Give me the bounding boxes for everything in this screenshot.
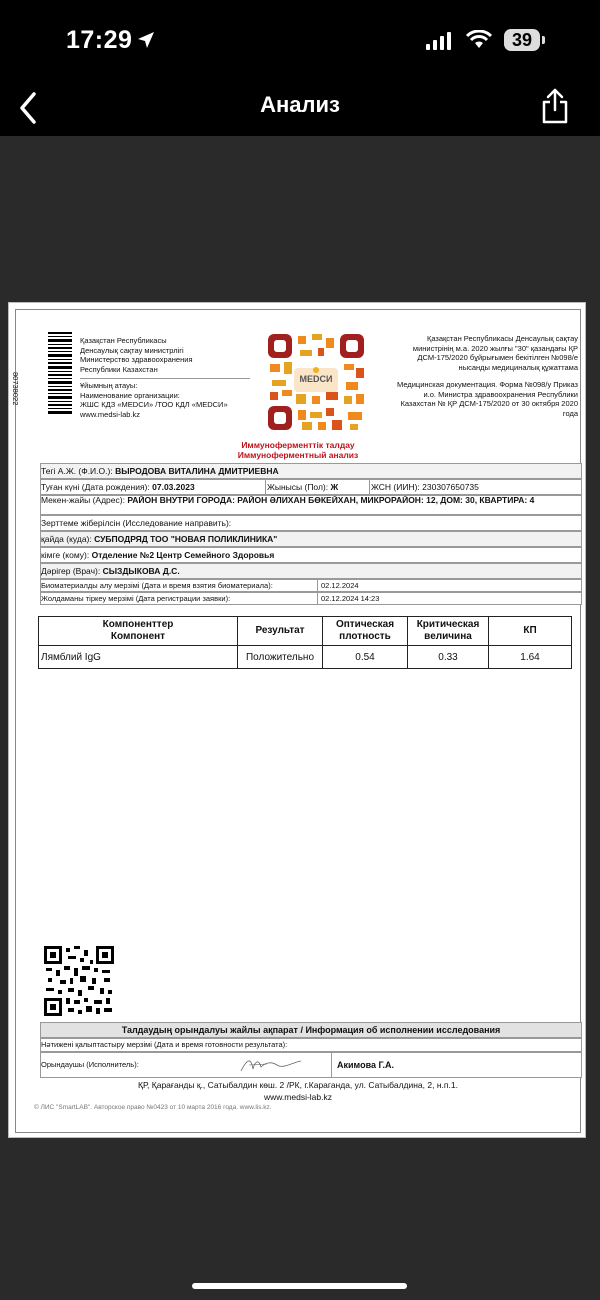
sample-label: Биоматериалды алу мерзімі (Дата и время взятия биоматериала): [41,580,318,591]
header-left [80,336,250,419]
reg-date: 02.12.2024 14:23 [321,594,380,603]
verification-qr-code [44,946,114,1016]
table-row [39,646,572,669]
signature-image [237,1055,307,1075]
navigation-bar [0,80,600,136]
ministry-ru-1: Министерство здравоохранения [80,355,193,364]
medsi-logo [266,332,366,432]
status-time: 17:29 [66,26,133,54]
copyright: © ЛИС "SmartLAB". Авторское право №0423 от 10 марта 2016 года. www.lis.kz. [34,1104,272,1111]
document-title-kz: Иммуноферменттік талдау [241,440,355,450]
sex-label: Жынысы (Пол): [267,482,329,492]
order-kz-2: министрінің м.а. 2020 жылғы "30" қазандағы ҚР [412,343,578,353]
sample-date-row [40,579,582,592]
address-label: Мекен-жайы (Адрес): [41,495,125,505]
ready-label: Нәтижені қалыптастыру мерзімі (Дата и время готовности результата): [41,1040,288,1049]
executor-label: Орындаушы (Исполнитель): [41,1053,332,1077]
cellular-signal-icon [426,32,454,50]
executor-row [40,1052,582,1078]
fio-label: Тегі А.Ж. (Ф.И.О.): [41,466,113,476]
patient-name-row [40,463,582,479]
address-row [40,495,582,515]
cell-kp: 1.64 [489,646,572,669]
patient-info-row [40,479,582,495]
org-name: ЖШС КДЗ «MEDСИ» /ТОО КДЛ «MEDСИ» [80,400,228,409]
org-label-ru: Наименование организации: [80,390,180,400]
document-title-ru: Иммуноферментный анализ [237,450,359,460]
doctor-label: Дәрігер (Врач): [41,566,101,576]
col-critical-value: Критическая величина [408,617,489,646]
document-page [8,302,586,1138]
doctor-row [40,563,582,579]
patient-name: ВЫРОДОВА ВИТАЛИНА ДМИТРИЕВНА [115,466,279,476]
reg-label: Жолдаманы тіркеу мерзімі (Дата регистрации заявки): [41,593,318,604]
col-kp: КП [489,617,572,646]
col-optical-density: Оптическая плотность [323,617,408,646]
org-site: www.medsi-lab.kz [80,409,141,419]
table-header-row [39,617,572,646]
location-arrow-icon [136,30,156,50]
referral-row [40,515,582,531]
iin-value: 230307650735 [422,482,479,492]
lab-site: www.medsi-lab.kz [263,1092,333,1102]
reg-date-row [40,592,582,605]
order-ru-2: и.о. Министра здравоохранения Республики [423,389,578,399]
battery-icon: 39 [504,29,540,51]
whom-value: Отделение №2 Центр Семейного Здоровья [91,550,275,560]
executor-name: Акимова Г.А. [337,1060,394,1070]
ministry-ru-2: Республики Казахстан [80,364,158,374]
order-ru-4: года [562,408,578,418]
battery-tip [542,36,545,44]
execution-info-title: Талдаудың орындалуы жайлы ақпарат / Информация об исполнении исследования [40,1022,582,1038]
barcode-image [48,332,72,414]
order-kz-4: нысанды медициналық құжаттама [458,362,578,372]
where-value: СУБПОДРЯД ТОО "НОВАЯ ПОЛИКЛИНИКА" [94,534,278,544]
barcode-number: 80738022 [11,372,20,406]
col-result: Результат [238,617,323,646]
doctor-value: СЫЗДЫКОВА Д.С. [102,566,180,576]
where-row [40,531,582,547]
cell-optical-density: 0.54 [323,646,408,669]
order-ru-1: Медицинская документация. Форма №098/у Приказ [397,380,578,389]
order-ru-3: Казахстан № ҚР ДСМ-175/2020 от 30 октября 2020 [400,399,578,408]
address-value: РАЙОН ВНУТРИ ГОРОДА: РАЙОН ӘЛИХАН БӨКЕЙХАН, МИКРОРАЙОН: 12, ДОМ: 30, КВАРТИРА: 4 [127,495,535,505]
whom-row [40,547,582,563]
logo-text: MEDСИ [299,374,333,384]
status-bar [0,0,600,80]
sex-value: Ж [330,482,339,492]
dob-value: 07.03.2023 [152,482,195,492]
org-label-kz: Ұйымның атауы: [80,381,138,390]
document-border [11,309,581,1133]
referral-label: Зерттеме жіберілсін (Исследование направить): [41,518,232,528]
dob-label: Туған күні (Дата рождения): [41,482,150,492]
iin-label: ЖСН (ИИН): [371,482,420,492]
col-component: Компоненттер Компонент [39,617,238,646]
lab-address: ҚР, Қарағанды қ., Сатыбалдин көш. 2 /РК, г.Караганда, ул. Сатыбалдина, 2, н.п.1. [138,1080,458,1090]
ministry-kz-2: Денсаулық сақтау министрлігі [80,345,184,355]
cell-result: Положительно [238,646,323,669]
wifi-icon [466,30,492,50]
whom-label: кімге (кому): [41,550,90,560]
ministry-kz-1: Қазақстан Республикасы [80,336,167,345]
page-title: Анализ [260,92,340,117]
home-indicator[interactable] [192,1283,407,1289]
share-icon[interactable] [538,86,572,126]
order-kz-1: Қазақстан Республикасы Денсаулық сақтау [426,334,578,343]
order-kz-3: ДСМ-175/2020 бұйрығымен бекітілген №098/е [417,353,578,362]
cell-critical-value: 0.33 [408,646,489,669]
where-label: қайда (куда): [41,534,92,544]
header-right [378,334,578,418]
cell-component: Лямблий IgG [39,646,238,669]
ready-date-row [40,1038,582,1052]
sample-date: 02.12.2024 [321,581,359,590]
results-table [38,616,572,669]
